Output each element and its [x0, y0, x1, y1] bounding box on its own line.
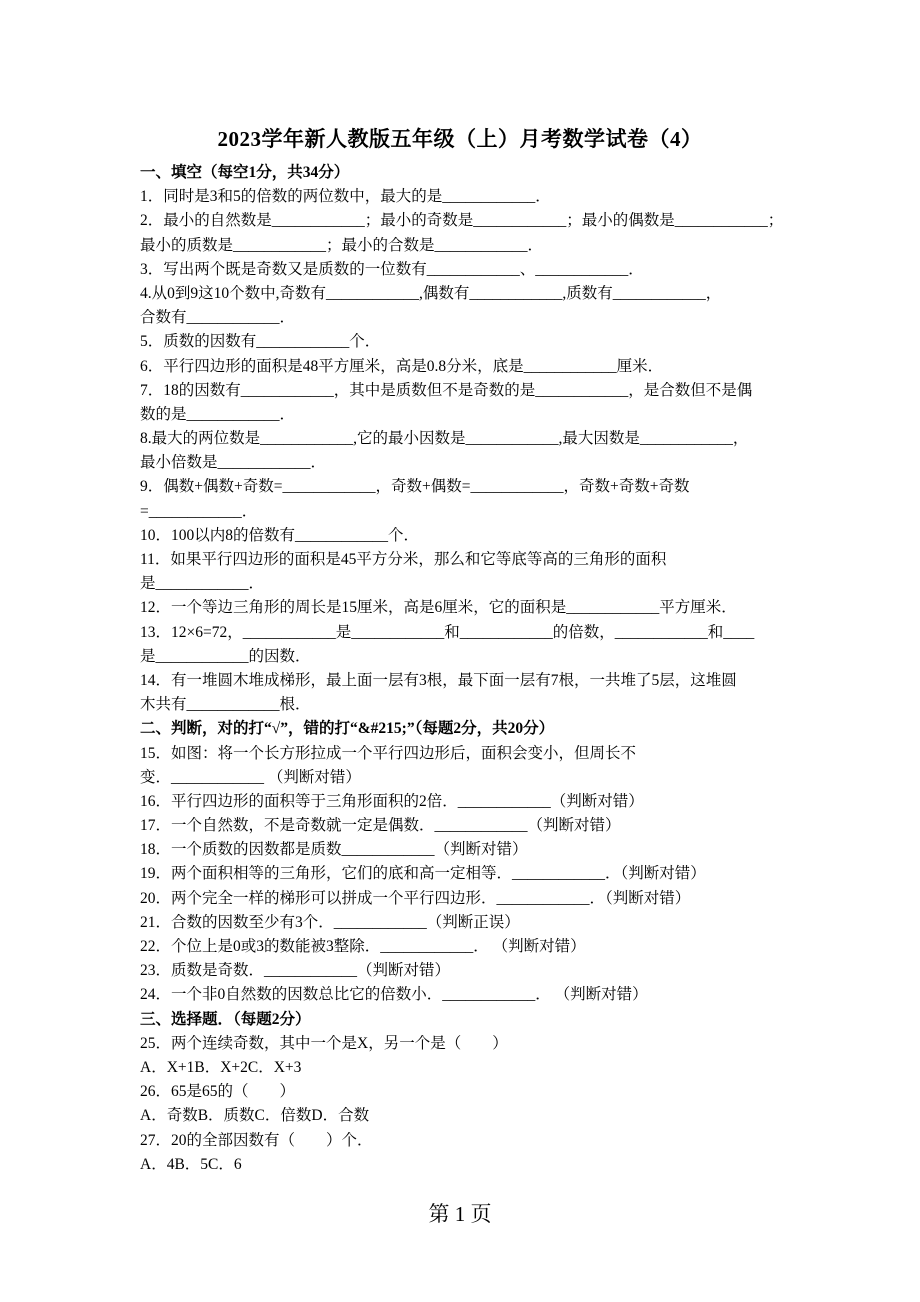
question-line: 2．最小的自然数是____________；最小的奇数是____________；最小的偶数是____________；: [140, 212, 784, 230]
question-line: 15．如图：将一个长方形拉成一个平行四边形后，面积会变小，但周长不: [140, 744, 637, 762]
question-line: 16．平行四边形的面积等于三角形面积的2倍．____________（判断对错）: [140, 792, 644, 810]
question-line: 8.最大的两位数是____________,它的最小因数是____________,最大因数是____________，: [140, 430, 749, 448]
question-line: 12．一个等边三角形的周长是15厘米，高是6厘米，它的面积是____________平方厘米．: [140, 599, 737, 617]
option-line: A．4B．5C．6: [140, 1155, 242, 1173]
question-line: 14．有一堆圆木堆成梯形，最上面一层有3根，最下面一层有7根，一共堆了5层，这堆圆: [140, 671, 737, 689]
question-line: 最小倍数是____________．: [140, 454, 327, 472]
question-line: 木共有____________根．: [140, 696, 311, 714]
question-line: 是____________．: [140, 575, 265, 593]
question-line: 4.从0到9这10个数中,奇数有____________,偶数有____________,质数有____________，: [140, 284, 722, 302]
question-line: 是____________的因数．: [140, 647, 311, 665]
question-line: 17．一个自然数，不是奇数就一定是偶数．____________（判断对错）: [140, 817, 621, 835]
question-line: 18．一个质数的因数都是质数____________（判断对错）: [140, 841, 528, 859]
question-line: 23．质数是奇数．____________（判断对错）: [140, 962, 451, 980]
question-line: 变．____________ （判断对错）: [140, 768, 361, 786]
question-line: 27．20的全部因数有（ ）个．: [140, 1131, 373, 1149]
option-line: A．奇数B．质数C．倍数D．合数: [140, 1107, 370, 1125]
question-line: 9．偶数+偶数+奇数=____________，奇数+偶数=____________，奇数+奇数+奇数: [140, 478, 690, 496]
section-heading: 二、判断，对的打“√”，错的打“&#215;”（每题2分，共20分）: [140, 720, 555, 738]
question-line: 19．两个面积相等的三角形，它们的底和高一定相等．____________．（判断对错）: [140, 865, 706, 883]
question-line: =____________．: [140, 502, 258, 520]
question-line: 最小的质数是____________；最小的合数是____________．: [140, 236, 544, 254]
question-line: 7．18的因数有____________，其中是质数但不是奇数的是____________，是合数但不是偶: [140, 381, 753, 399]
question-line: 22．个位上是0或3的数能被3整除．____________． （判断对错）: [140, 938, 586, 955]
question-line: 3．写出两个既是奇数又是质数的一位数有____________、____________．: [140, 260, 644, 278]
question-line: 10．100以内8的倍数有____________个．: [140, 526, 420, 544]
question-line: 6．平行四边形的面积是48平方厘米，高是0.8分米，底是____________厘米．: [140, 357, 664, 375]
section-heading: 一、填空（每空1分，共34分）: [140, 164, 350, 181]
question-line: 数的是____________．: [140, 405, 296, 423]
question-line: 25．两个连续奇数，其中一个是X，另一个是（ ）: [140, 1034, 508, 1052]
question-line: 11．如果平行四边形的面积是45平方分米，那么和它等底等高的三角形的面积: [140, 551, 667, 568]
question-line: 26．65是65的（ ）: [140, 1083, 296, 1101]
page-number: 第 1 页: [428, 1202, 492, 1226]
section-heading: 三、选择题．（每题2分）: [140, 1010, 311, 1028]
page-title: 2023学年新人教版五年级（上）月考数学试卷（4）: [217, 127, 703, 151]
question-list: [140, 161, 788, 1177]
question-line: 20．两个完全一样的梯形可以拼成一个平行四边形．____________．（判断对错）: [140, 889, 691, 907]
option-line: A．X+1B．X+2C．X+3: [140, 1058, 302, 1076]
question-line: 13．12×6=72，____________是____________和____________的倍数，____________和____: [140, 623, 755, 641]
question-line: 21．合数的因数至少有3个．____________（判断正误）: [140, 913, 520, 931]
question-line: 24．一个非0自然数的因数总比它的倍数小．____________． （判断对错）: [140, 986, 648, 1004]
question-line: 合数有____________．: [140, 309, 296, 327]
question-line: 1．同时是3和5的倍数的两位数中，最大的是____________．: [140, 188, 551, 206]
question-line: 5．质数的因数有____________个．: [140, 333, 381, 351]
